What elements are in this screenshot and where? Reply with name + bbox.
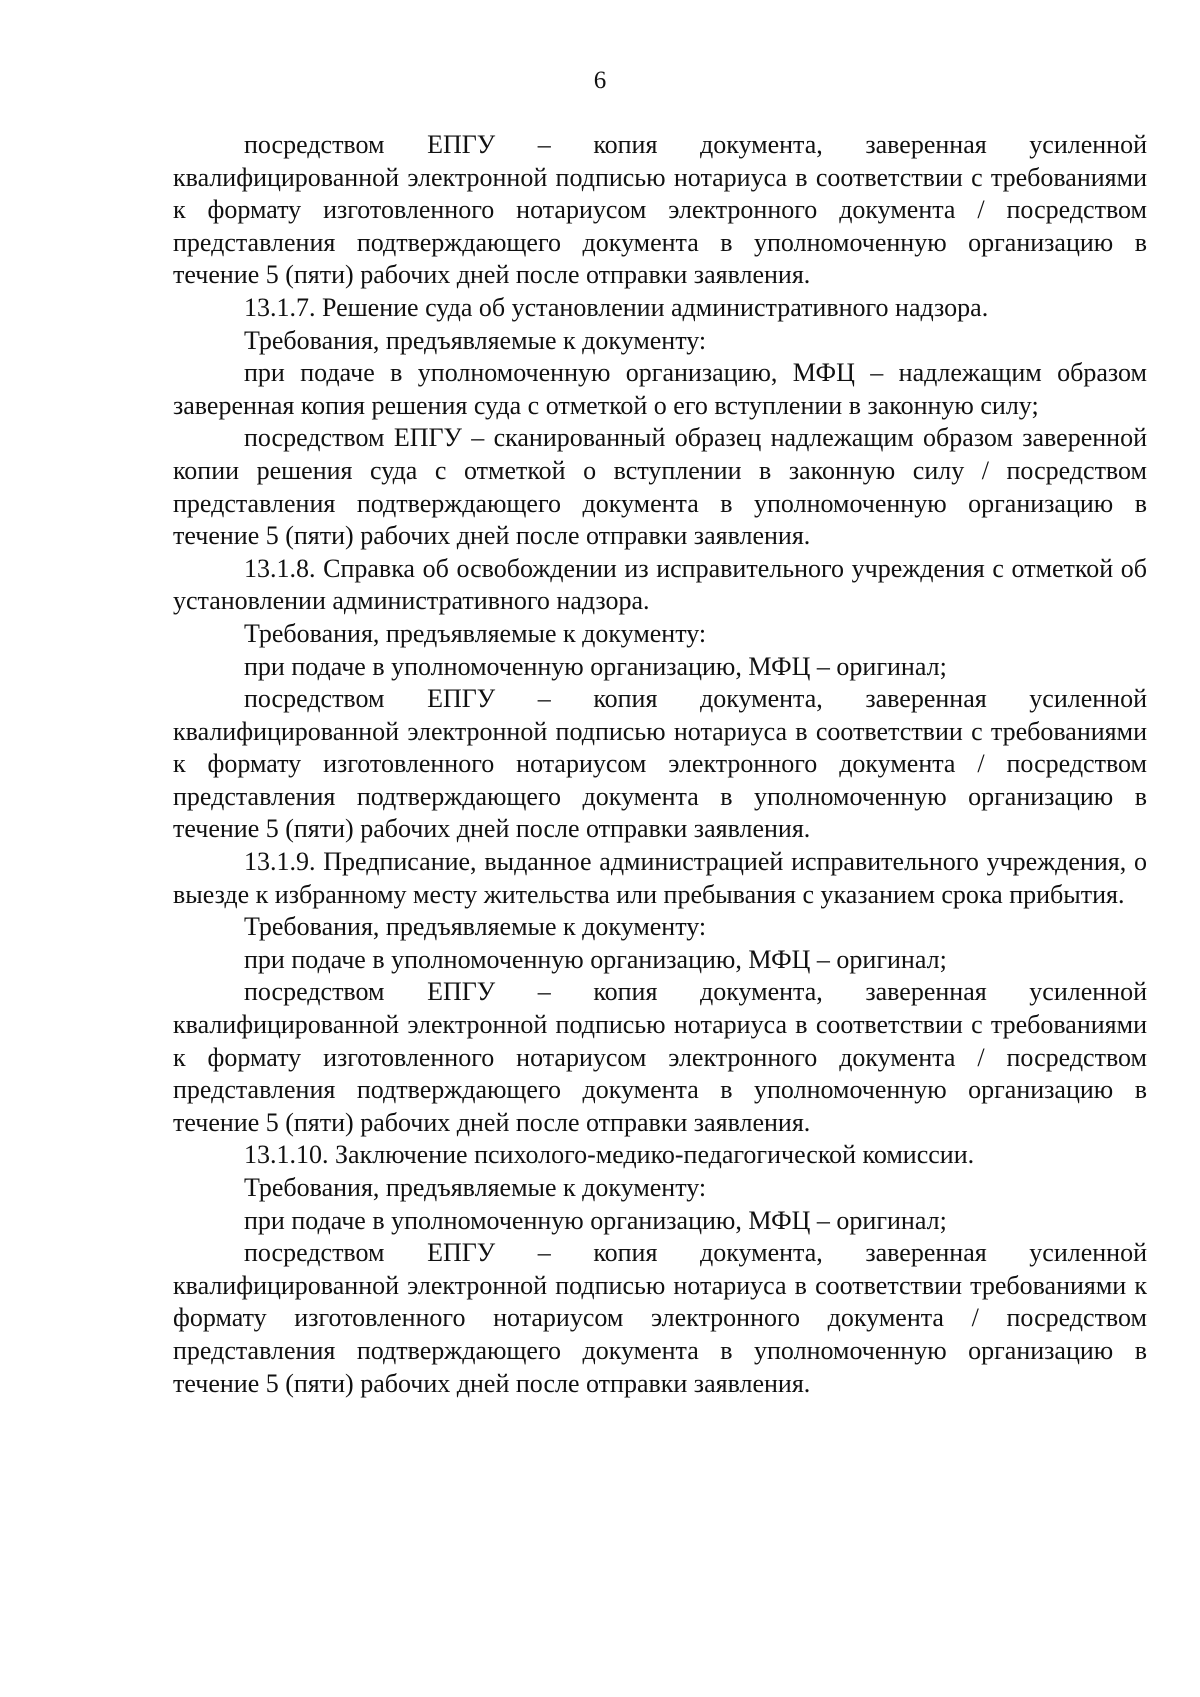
paragraph: посредством ЕПГУ – сканированный образец надлежащим образом заверенной копии решения суда с отметкой о вступлении в законную силу / посредством представления подтверждающего документа в уполномоченную организацию в течение 5 (пяти) рабочих дней после отправки заявления. bbox=[173, 423, 1147, 551]
section-heading-13-1-10: 13.1.10. Заключение психолого-медико-педагогической комиссии. bbox=[244, 1140, 975, 1170]
paragraph: при подаче в уполномоченную организацию, МФЦ – оригинал; bbox=[244, 944, 947, 974]
section-heading-13-1-8: 13.1.8. Справка об освобождении из исправительного учреждения с отметкой об установлении административного надзора. bbox=[173, 553, 1147, 616]
paragraph: Требования, предъявляемые к документу: bbox=[244, 912, 707, 942]
paragraph: посредством ЕПГУ – копия документа, заверенная усиленной квалифицированной электронной подписью нотариуса в соответствии с требованиями к формату изготовленного нотариусом электронного документа / посредством представления подтверждающего документа в уполномоченную организацию в течение 5 (пяти) рабочих дней после отправки заявления. bbox=[173, 684, 1147, 844]
paragraph: Требования, предъявляемые к документу: bbox=[244, 1173, 707, 1202]
paragraph: посредством ЕПГУ – копия документа, заверенная усиленной квалифицированной электронной подписью нотариуса в соответствии с требованиями к формату изготовленного нотариусом электронного документа / посредством представления подтверждающего документа в уполномоченную организацию в течение 5 (пяти) рабочих дней после отправки заявления. bbox=[173, 130, 1147, 290]
paragraph: Требования, предъявляемые к документу: bbox=[244, 618, 707, 648]
document-body bbox=[173, 129, 1147, 1400]
paragraph: при подаче в уполномоченную организацию, МФЦ – надлежащим образом заверенная копия решения суда с отметкой о его вступлении в законную силу; bbox=[173, 358, 1147, 420]
paragraph: посредством ЕПГУ – копия документа, заверенная усиленной квалифицированной электронной подписью нотариуса в соответствии с требованиями к формату изготовленного нотариусом электронного документа / посредством представления подтверждающего документа в уполномоченную организацию в течение 5 (пяти) рабочих дней после отправки заявления. bbox=[173, 977, 1147, 1137]
section-heading-13-1-7: 13.1.7. Решение суда об установлении административного надзора. bbox=[244, 292, 989, 322]
page-number: 6 bbox=[593, 67, 607, 94]
section-heading-13-1-9: 13.1.9. Предписание, выданное администрацией исправительного учреждения, о выезде к избранному месту жительства или пребывания с указанием срока прибытия. bbox=[173, 847, 1147, 909]
paragraph: при подаче в уполномоченную организацию, МФЦ – оригинал; bbox=[244, 1205, 947, 1235]
paragraph: при подаче в уполномоченную организацию, МФЦ – оригинал; bbox=[244, 651, 947, 681]
paragraph: Требования, предъявляемые к документу: bbox=[244, 325, 707, 355]
paragraph: посредством ЕПГУ – копия документа, заверенная усиленной квалифицированной электронной подписью нотариуса в соответствии требованиями к формату изготовленного нотариусом электронного документа / посредством представления подтверждающего документа в уполномоченную организацию в течение 5 (пяти) рабочих дней после отправки заявления. bbox=[173, 1238, 1147, 1398]
